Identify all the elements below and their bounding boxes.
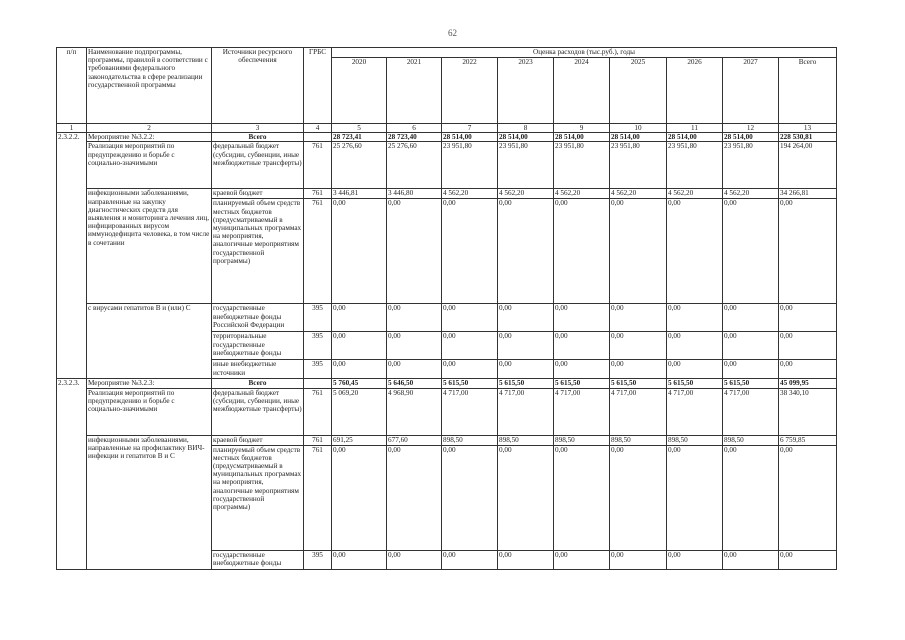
header-name: Наименование подпрограммы, программы, правилой в соответствии с требованиями федерального законодательства в сфере реализации государственной программы (87, 48, 212, 124)
value-cell: 5 069,20 (332, 388, 387, 435)
value-cell: 25 276,60 (332, 142, 387, 189)
value-cell: 0,00 (442, 332, 498, 360)
header-year: 2022 (442, 58, 498, 124)
value-cell: 0,00 (723, 304, 779, 332)
value-cell: 0,00 (779, 445, 837, 550)
page-number: 62 (448, 28, 457, 38)
grbs-cell: 761 (304, 445, 332, 550)
grbs-cell: 395 (304, 550, 332, 569)
value-cell: 228 530,81 (779, 133, 837, 142)
value-cell: 0,00 (610, 360, 667, 379)
header-year: 2023 (498, 58, 554, 124)
value-cell: 0,00 (779, 360, 837, 379)
value-cell: 898,50 (667, 435, 723, 445)
value-cell: 3 446,81 (332, 189, 387, 199)
source-cell: краевой бюджет (212, 435, 304, 445)
value-cell: 5 615,50 (554, 379, 610, 388)
source-cell: государственные внебюджетные фонды (212, 550, 304, 569)
value-cell: 0,00 (554, 304, 610, 332)
header-source: Источники ресурсного обеспечения (212, 48, 304, 124)
value-cell: 0,00 (610, 550, 667, 569)
value-cell: 0,00 (610, 332, 667, 360)
value-cell: 0,00 (498, 304, 554, 332)
value-cell: 34 266,81 (779, 189, 837, 199)
value-cell: 45 099,95 (779, 379, 837, 388)
header-year: 2024 (554, 58, 610, 124)
measure-number: 2.3.2.2. (57, 133, 87, 379)
col-number: 13 (779, 124, 837, 133)
col-number: 6 (387, 124, 442, 133)
value-cell: 5 646,50 (387, 379, 442, 388)
value-cell: 0,00 (442, 360, 498, 379)
value-cell: 3 446,80 (387, 189, 442, 199)
value-cell: 28 723,40 (387, 133, 442, 142)
value-cell: 0,00 (554, 445, 610, 550)
source-cell: федеральный бюджет (субсидии, субвенции, иные межбюджетные трансферты) (212, 142, 304, 189)
measure-description: Реализация мероприятий по предупреждению и борьбе с социально-значимыми (87, 388, 212, 435)
grbs-cell (304, 133, 332, 142)
measure-number: 2.3.2.3. (57, 379, 87, 569)
value-cell: 0,00 (387, 304, 442, 332)
budget-table (56, 47, 837, 570)
value-cell: 0,00 (610, 445, 667, 550)
header-year: 2020 (332, 58, 387, 124)
value-cell: 194 264,00 (779, 142, 837, 189)
source-cell: территориальные государственные внебюджетные фонды (212, 332, 304, 360)
value-cell: 0,00 (554, 550, 610, 569)
grbs-cell: 761 (304, 199, 332, 304)
value-cell: 4 717,00 (554, 388, 610, 435)
value-cell: 0,00 (667, 550, 723, 569)
value-cell: 0,00 (332, 550, 387, 569)
header-estimate: Оценка расходов (тыс.руб.), годы (332, 48, 837, 58)
value-cell: 38 340,10 (779, 388, 837, 435)
source-cell: Всего (212, 133, 304, 142)
value-cell: 0,00 (723, 360, 779, 379)
header-year: 2021 (387, 58, 442, 124)
col-number: 5 (332, 124, 387, 133)
value-cell: 0,00 (667, 332, 723, 360)
value-cell: 898,50 (723, 435, 779, 445)
value-cell: 4 562,20 (667, 189, 723, 199)
value-cell: 0,00 (667, 360, 723, 379)
value-cell: 0,00 (498, 550, 554, 569)
col-number: 11 (667, 124, 723, 133)
source-cell: государственные внебюджетные фонды Российской Федерации (212, 304, 304, 332)
value-cell: 0,00 (498, 332, 554, 360)
value-cell: 0,00 (442, 445, 498, 550)
table-row (57, 304, 837, 332)
value-cell: 23 951,80 (723, 142, 779, 189)
measure-description: инфекционными заболеваниями, направленные на профилактику ВИЧ-инфекции и гепатитов В и С (87, 435, 212, 569)
value-cell: 0,00 (442, 550, 498, 569)
value-cell: 5 615,50 (723, 379, 779, 388)
value-cell: 0,00 (554, 199, 610, 304)
col-number: 10 (610, 124, 667, 133)
source-cell: Всего (212, 379, 304, 388)
value-cell: 23 951,80 (498, 142, 554, 189)
value-cell: 0,00 (442, 304, 498, 332)
value-cell: 0,00 (779, 332, 837, 360)
measure-title: Мероприятие №3.2.2: (87, 133, 212, 142)
table-row (57, 133, 837, 142)
value-cell: 0,00 (779, 199, 837, 304)
value-cell: 4 562,20 (554, 189, 610, 199)
grbs-cell: 395 (304, 304, 332, 332)
value-cell: 4 717,00 (610, 388, 667, 435)
value-cell: 28 514,00 (667, 133, 723, 142)
value-cell: 898,50 (498, 435, 554, 445)
value-cell: 0,00 (554, 360, 610, 379)
value-cell: 691,25 (332, 435, 387, 445)
value-cell: 28 723,41 (332, 133, 387, 142)
value-cell: 25 276,60 (387, 142, 442, 189)
source-cell: федеральный бюджет (субсидии, субвенции, иные межбюджетные трансферты) (212, 388, 304, 435)
grbs-cell: 761 (304, 435, 332, 445)
value-cell: 0,00 (387, 360, 442, 379)
value-cell: 28 514,00 (498, 133, 554, 142)
value-cell: 5 615,50 (498, 379, 554, 388)
value-cell: 0,00 (332, 199, 387, 304)
value-cell: 28 514,00 (723, 133, 779, 142)
value-cell: 0,00 (498, 445, 554, 550)
value-cell: 0,00 (498, 199, 554, 304)
value-cell: 4 562,20 (723, 189, 779, 199)
value-cell: 0,00 (723, 199, 779, 304)
value-cell: 4 717,00 (498, 388, 554, 435)
value-cell: 5 615,50 (667, 379, 723, 388)
value-cell: 0,00 (442, 199, 498, 304)
value-cell: 0,00 (332, 445, 387, 550)
source-cell: планируемый объем средств местных бюджетов (предусматриваемый в муниципальных программах на мероприятия, аналогичные мероприятиям государственной программы) (212, 445, 304, 550)
col-number: 8 (498, 124, 554, 133)
table-row (57, 189, 837, 199)
value-cell: 0,00 (387, 550, 442, 569)
header-grbs: ГРБС (304, 48, 332, 124)
value-cell: 0,00 (498, 360, 554, 379)
col-number: 1 (57, 124, 87, 133)
value-cell: 5 615,50 (442, 379, 498, 388)
col-number: 3 (212, 124, 304, 133)
header-year: 2026 (667, 58, 723, 124)
value-cell: 23 951,80 (667, 142, 723, 189)
value-cell: 4 562,20 (610, 189, 667, 199)
measure-description: инфекционными заболеваниями, направленные на закупку диагностических средств для выявления и мониторинга лечения лиц, инфицированных вирусом иммунодефицита человека, в том числе в сочетании (87, 189, 212, 304)
measure-description: с вирусами гепатитов В и (или) С (87, 304, 212, 379)
value-cell: 23 951,80 (442, 142, 498, 189)
value-cell: 5 760,45 (332, 379, 387, 388)
value-cell: 4 562,20 (442, 189, 498, 199)
col-number: 7 (442, 124, 498, 133)
value-cell: 5 615,50 (610, 379, 667, 388)
header-year: 2027 (723, 58, 779, 124)
source-cell: иные внебюджетные источники (212, 360, 304, 379)
value-cell: 677,60 (387, 435, 442, 445)
value-cell: 28 514,00 (554, 133, 610, 142)
grbs-cell: 395 (304, 360, 332, 379)
value-cell: 898,50 (610, 435, 667, 445)
value-cell: 0,00 (667, 304, 723, 332)
table-row (57, 142, 837, 189)
table-row (57, 388, 837, 435)
value-cell: 4 968,90 (387, 388, 442, 435)
value-cell: 0,00 (332, 304, 387, 332)
source-cell: планируемый объем средств местных бюджетов (предусматриваемый в муниципальных программах на мероприятия, аналогичные мероприятиям государственной программы) (212, 199, 304, 304)
value-cell: 23 951,80 (610, 142, 667, 189)
value-cell: 0,00 (332, 332, 387, 360)
grbs-cell: 395 (304, 332, 332, 360)
col-number: 12 (723, 124, 779, 133)
measure-title: Мероприятие №3.2.3: (87, 379, 212, 388)
grbs-cell (304, 379, 332, 388)
value-cell: 0,00 (554, 332, 610, 360)
header-total: Всего (779, 58, 837, 124)
value-cell: 0,00 (723, 332, 779, 360)
col-number: 9 (554, 124, 610, 133)
value-cell: 0,00 (387, 445, 442, 550)
value-cell: 0,00 (610, 304, 667, 332)
measure-description: Реализация мероприятий по предупреждению и борьбе с социально-значимыми (87, 142, 212, 189)
value-cell: 0,00 (387, 332, 442, 360)
grbs-cell: 761 (304, 189, 332, 199)
value-cell: 23 951,80 (554, 142, 610, 189)
value-cell: 0,00 (332, 360, 387, 379)
value-cell: 0,00 (667, 199, 723, 304)
value-cell: 0,00 (723, 445, 779, 550)
header-year: 2025 (610, 58, 667, 124)
table-row (57, 379, 837, 388)
value-cell: 0,00 (779, 304, 837, 332)
value-cell: 4 717,00 (667, 388, 723, 435)
value-cell: 28 514,00 (442, 133, 498, 142)
value-cell: 4 717,00 (442, 388, 498, 435)
value-cell: 898,50 (554, 435, 610, 445)
value-cell: 6 759,85 (779, 435, 837, 445)
value-cell: 4 717,00 (723, 388, 779, 435)
grbs-cell: 761 (304, 142, 332, 189)
table-row (57, 435, 837, 445)
grbs-cell: 761 (304, 388, 332, 435)
value-cell: 898,50 (442, 435, 498, 445)
value-cell: 0,00 (723, 550, 779, 569)
value-cell: 4 562,20 (498, 189, 554, 199)
col-number: 4 (304, 124, 332, 133)
col-number: 2 (87, 124, 212, 133)
value-cell: 0,00 (667, 445, 723, 550)
value-cell: 0,00 (779, 550, 837, 569)
header-num: п/п (57, 48, 87, 124)
value-cell: 0,00 (387, 199, 442, 304)
source-cell: краевой бюджет (212, 189, 304, 199)
value-cell: 28 514,00 (610, 133, 667, 142)
value-cell: 0,00 (610, 199, 667, 304)
